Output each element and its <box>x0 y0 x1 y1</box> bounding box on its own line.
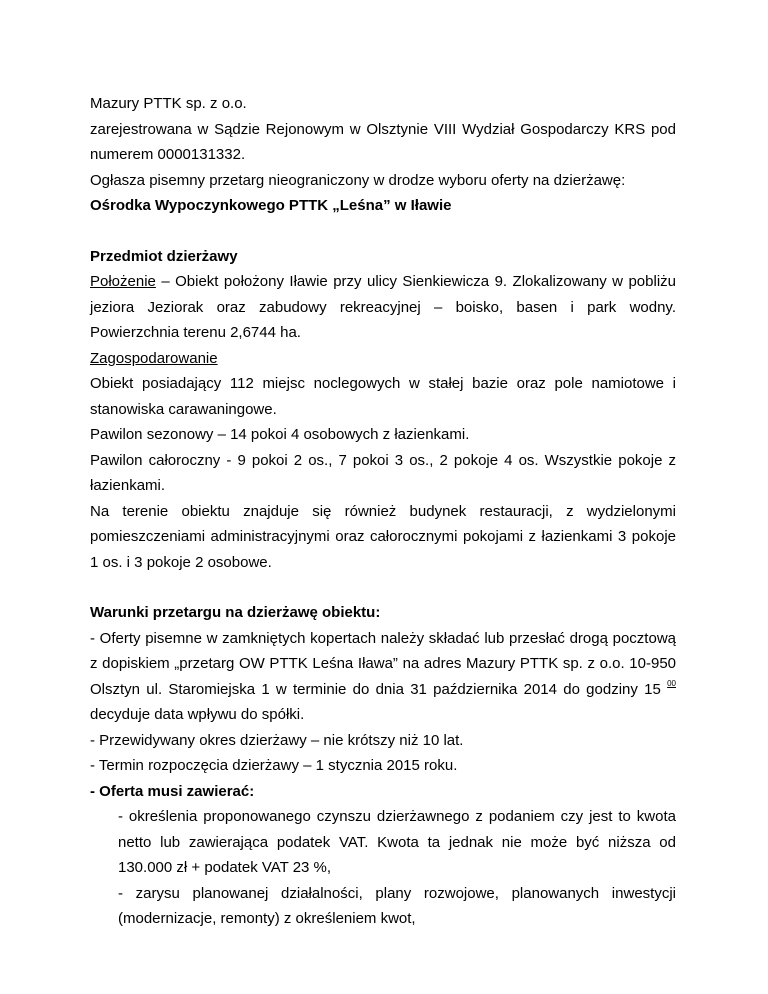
lease-start: - Termin rozpoczęcia dzierżawy – 1 stycznia 2015 roku. <box>90 757 458 774</box>
development-paragraph: Na terenie obiektu znajduje się również budynek restauracji, z wydzielonymi pomieszczeniami administracyjnymi oraz całorocznymi pokojami z łazienkami 3 pokoje 1 os. i 3 pokoje 2 osobowe. <box>90 502 676 571</box>
location-paragraph <box>90 269 676 346</box>
development-paragraph: Pawilon sezonowy – 14 pokoi 4 osobowych z łazienkami. <box>90 426 470 443</box>
conditions-heading: Warunki przetargu na dzierżawę obiektu: <box>90 604 381 621</box>
spacer <box>90 575 676 600</box>
requirement-item: - określenia proponowanego czynszu dzierżawnego z podaniem czy jest to kwota netto lub zawierająca podatek VAT. Kwota ta jednak nie może być niższa od 130.000 zł + podatek VAT 23 %, <box>118 808 676 876</box>
offer-must-contain: - Oferta musi zawierać: <box>90 782 255 800</box>
object-title: Ośrodka Wypoczynkowego PTTK „Leśna” w Iławie <box>90 197 452 214</box>
deadline-hour-superscript: 00 <box>667 678 676 688</box>
company-name: Mazury PTTK sp. z o.o. <box>90 95 247 112</box>
lease-period: - Przewidywany okres dzierżawy – nie krótszy niż 10 lat. <box>90 731 464 749</box>
company-registration: zarejestrowana w Sądzie Rejonowym w Olsztynie VIII Wydział Gospodarczy KRS pod numerem 0000131332. <box>90 120 676 163</box>
offers-paragraph <box>90 626 676 728</box>
location-label: Położenie <box>90 273 156 290</box>
spacer <box>90 219 676 244</box>
requirement-item: - zarysu planowanej działalności, plany rozwojowe, planowanych inwestycji (modernizacje, remonty) z określeniem kwot, <box>118 884 676 927</box>
offers-text-end: decyduje data wpływu do spółki. <box>90 706 305 723</box>
development-paragraph: Obiekt posiadający 112 miejsc noclegowych w stałej bazie oraz pole namiotowe i stanowiska carawaningowe. <box>90 375 676 418</box>
document-body <box>90 91 676 932</box>
development-label: Zagospodarowanie <box>90 349 218 367</box>
development-paragraph: Pawilon całoroczny - 9 pokoi 2 os., 7 pokoi 3 os., 2 pokoje 4 os. Wszystkie pokoje z łazienkami. <box>90 451 676 494</box>
offers-text: - Oferty pisemne w zamkniętych kopertach należy składać lub przesłać drogą pocztową z dopiskiem „przetarg OW PTTK Leśna Iława” na adres Mazury PTTK sp. z o.o. 10-950 Olsztyn ul. Staromiejska 1 w terminie do dnia 31 października 2014 do godziny 15 <box>90 629 676 698</box>
location-text: – Obiekt położony Iławie przy ulicy Sienkiewicza 9. Zlokalizowany w pobliżu jeziora Jeziorak oraz zabudowy rekreacyjnej – boisko, basen i park wodny. Powierzchnia terenu 2,6744 ha. <box>90 273 676 341</box>
subject-heading: Przedmiot dzierżawy <box>90 247 238 265</box>
tender-announcement: Ogłasza pisemny przetarg nieograniczony w drodze wyboru oferty na dzierżawę: <box>90 171 626 189</box>
